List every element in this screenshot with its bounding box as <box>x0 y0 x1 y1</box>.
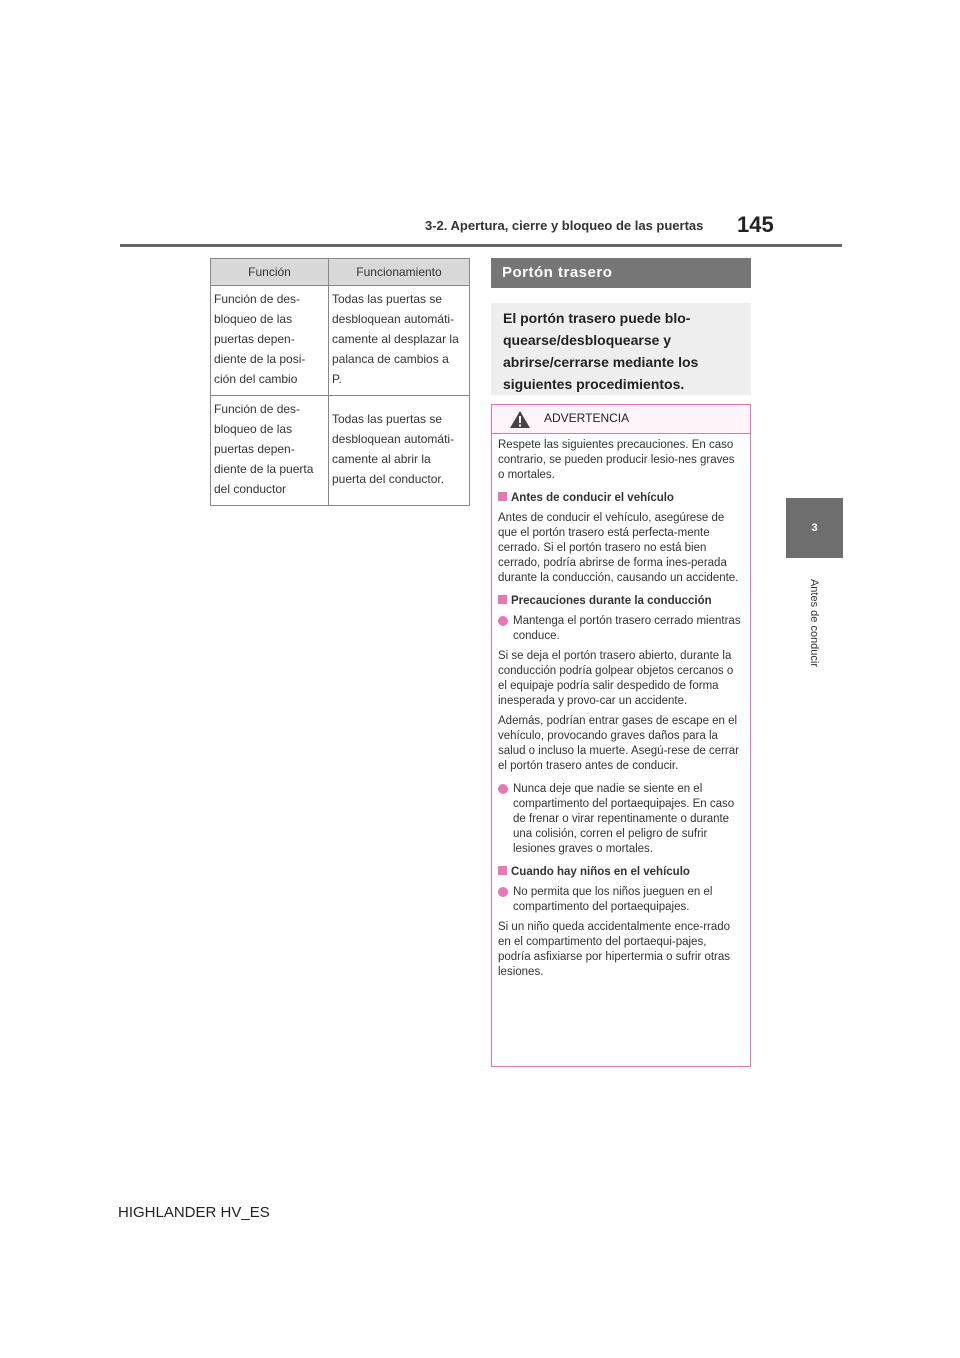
chapter-label: Antes de conducir <box>808 578 820 668</box>
section-intro <box>491 303 751 395</box>
cell-line: diente de la puerta <box>214 462 314 476</box>
warning-header <box>492 405 750 434</box>
table-cell-operation <box>329 286 470 396</box>
intro-line: abrirse/cerrarse mediante los <box>503 354 699 370</box>
section-heading: Portón trasero <box>491 258 751 288</box>
bullet-text: Mantenga el portón trasero cerrado mientras conduce. <box>513 615 741 642</box>
warning-intro: Respete las siguientes precauciones. En caso contrario, se pueden producir lesio-nes graves o mortales. <box>498 439 735 481</box>
table-header-row <box>211 259 470 286</box>
circle-bullet-icon <box>498 887 508 897</box>
function-table <box>210 258 470 506</box>
intro-line: siguientes procedimientos. <box>503 376 685 392</box>
cell-line: Todas las puertas se <box>332 292 443 306</box>
table-header: Función <box>211 259 329 286</box>
header-divider <box>120 244 842 247</box>
cell-line: bloqueo de las <box>214 422 293 436</box>
warning-body <box>492 434 750 980</box>
warning-paragraph: Si un niño queda accidentalmente ence-rrado en el compartimento del portaequi-pajes, podría asfixiarse por hipertermia o sufrir otras lesiones. <box>498 921 731 978</box>
warning-subheading <box>498 865 742 880</box>
warning-triangle-icon <box>509 410 531 434</box>
warning-bullet <box>498 614 742 644</box>
cell-line: palanca de cambios a <box>332 352 449 366</box>
footer-model: HIGHLANDER HV_ES <box>118 1204 270 1221</box>
warning-box <box>491 404 751 1067</box>
cell-line: ción del cambio <box>214 372 298 386</box>
warning-paragraph: Si se deja el portón trasero abierto, durante la conducción podría golpear objetos cercanos o el equipaje podría salir despedido de forma inesperada y provo-car un accidente. <box>498 650 734 707</box>
subheading-text: Precauciones durante la conducción <box>511 595 712 607</box>
cell-line: P. <box>332 372 342 386</box>
cell-line: camente al abrir la <box>332 452 431 466</box>
section-title: 3-2. Apertura, cierre y bloqueo de las puertas <box>425 218 704 233</box>
page-number: 145 <box>737 212 774 237</box>
warning-bullet <box>498 782 742 857</box>
intro-line: quearse/desbloquearse y <box>503 332 672 348</box>
cell-line: diente de la posi- <box>214 352 306 366</box>
warning-subheading <box>498 491 742 506</box>
cell-line: puertas depen- <box>214 442 295 456</box>
bullet-text: Nunca deje que nadie se siente en el compartimento del portaequipajes. En caso de frenar o virar repentinamente o durante una colisión, corren el peligro de sufrir lesiones graves o mortales. <box>513 783 735 855</box>
cell-line: puertas depen- <box>214 332 295 346</box>
cell-line: del conductor <box>214 482 287 496</box>
table-row <box>211 286 470 396</box>
table-cell-function <box>211 286 329 396</box>
chapter-tab: 3 <box>786 498 843 558</box>
warning-paragraph: Antes de conducir el vehículo, asegúrese de que el portón trasero está perfecta-mente cerrado. Si el portón trasero no está bien cerrado, podría abrirse de forma ines-perada durante la conducción, causando un accidente. <box>498 512 739 584</box>
square-bullet-icon <box>498 492 507 501</box>
subheading-text: Antes de conducir el vehículo <box>511 492 674 504</box>
cell-line: camente al desplazar la <box>332 332 459 346</box>
table-row <box>211 396 470 506</box>
subheading-text: Cuando hay niños en el vehículo <box>511 866 690 878</box>
cell-line: puerta del conductor. <box>332 472 445 486</box>
cell-line: Función de des- <box>214 402 301 416</box>
warning-title: ADVERTENCIA <box>544 411 630 425</box>
intro-line: El portón trasero puede blo- <box>503 310 691 326</box>
square-bullet-icon <box>498 595 507 604</box>
square-bullet-icon <box>498 866 507 875</box>
cell-line: desbloquean automáti- <box>332 432 455 446</box>
cell-line: desbloquean automáti- <box>332 312 455 326</box>
circle-bullet-icon <box>498 616 508 626</box>
table-header: Funcionamiento <box>329 259 470 286</box>
warning-bullet <box>498 885 742 915</box>
warning-subheading <box>498 594 742 609</box>
bullet-text: No permita que los niños jueguen en el compartimento del portaequipajes. <box>513 886 713 913</box>
warning-paragraph: Además, podrían entrar gases de escape en el vehículo, provocando graves daños para la salud o incluso la muerte. Asegú-rese de cerrar el portón trasero antes de conducir. <box>498 715 739 772</box>
cell-line: Función de des- <box>214 292 301 306</box>
table-cell-operation <box>329 396 470 506</box>
cell-line: Todas las puertas se <box>332 412 443 426</box>
table-cell-function <box>211 396 329 506</box>
circle-bullet-icon <box>498 784 508 794</box>
cell-line: bloqueo de las <box>214 312 293 326</box>
